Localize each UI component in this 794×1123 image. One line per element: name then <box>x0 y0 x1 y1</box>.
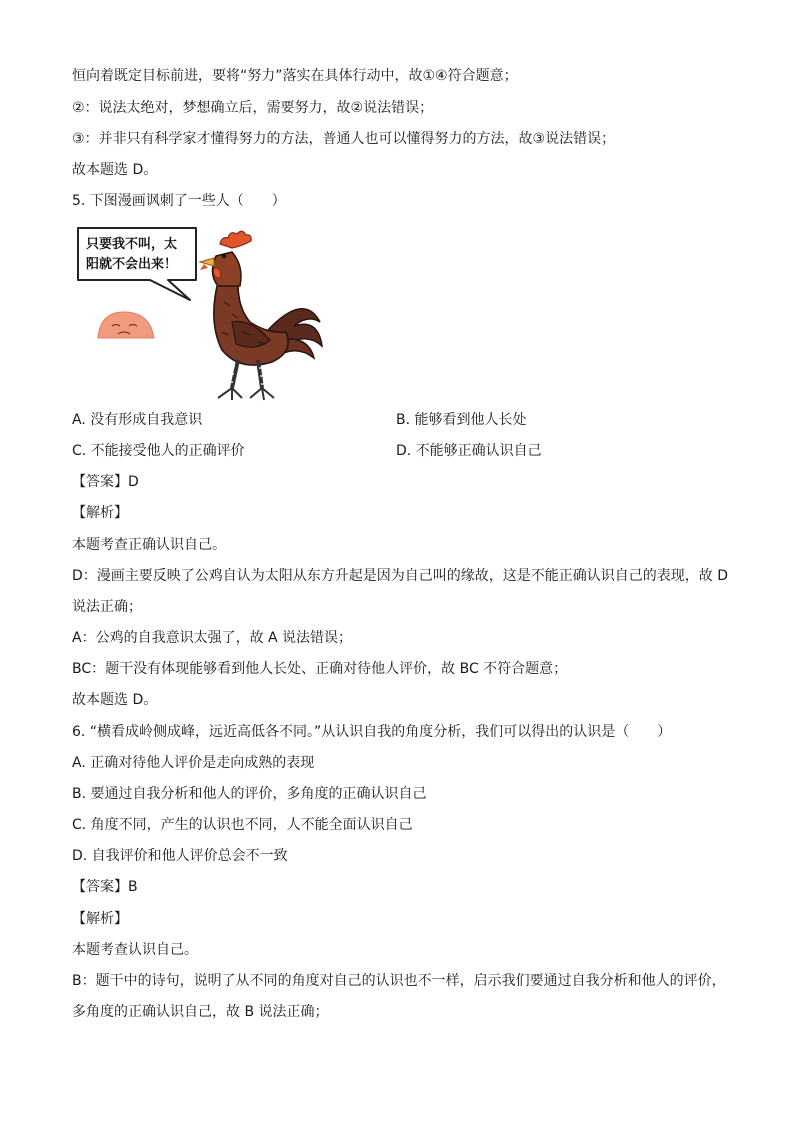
q6-option-d: D. 自我评价和他人评价总会不一致 <box>72 848 288 864</box>
q5-analysis-line-4: A：公鸡的自我意识太强了，故 A 说法错误； <box>72 630 353 646</box>
rooster-cartoon <box>72 222 332 404</box>
q5-analysis-line-6: 故本题选 D。 <box>72 692 158 708</box>
prev-analysis-line-2: ②：说法太绝对，梦想确立后，需要努力，故②说法错误； <box>72 100 434 116</box>
q5-analysis-line-5: BC：题干没有体现能够看到他人长处、正确对待他人评价，故 BC 不符合题意； <box>72 661 568 677</box>
q6-option-b: B. 要通过自我分析和他人的评价，多角度的正确认识自己 <box>72 786 427 802</box>
q6-analysis-line-2: B：题干中的诗句，说明了从不同的角度对自己的认识也不一样，启示我们要通过自我分析和他人的评价， <box>72 973 726 989</box>
q5-analysis-label: 【解析】 <box>72 505 128 521</box>
q6-analysis-line-1: 本题考查认识自己。 <box>72 942 198 958</box>
rooster-icon <box>200 231 322 400</box>
q5-option-b: B. 能够看到他人长处 <box>396 412 527 428</box>
q5-stem: 5. 下图漫画讽刺了一些人（ ） <box>72 193 286 209</box>
prev-analysis-line-1: 恒向着既定目标前进，要将“努力”落实在具体行动中，故①④符合题意； <box>72 68 518 84</box>
prev-analysis-conclusion: 故本题选 D。 <box>72 162 158 178</box>
speech-text-line-1: 只要我不叫，太 <box>86 237 178 252</box>
q5-analysis-line-1: 本题考查正确认识自己。 <box>72 537 226 553</box>
rooster-cartoon-image <box>72 222 332 404</box>
sun-face-icon <box>98 312 154 338</box>
q6-stem: 6. “横看成岭侧成峰，远近高低各不同。”从认识自我的角度分析，我们可以得出的认识是（ ） <box>72 724 672 740</box>
q5-option-c: C. 不能接受他人的正确评价 <box>72 443 245 459</box>
q6-analysis-line-3: 多角度的正确认识自己，故 B 说法正确； <box>72 1004 329 1020</box>
q6-option-a: A. 正确对待他人评价是走向成熟的表现 <box>72 755 315 771</box>
q5-analysis-line-2: D：漫画主要反映了公鸡自认为太阳从东方升起是因为自己叫的缘故，这是不能正确认识自己的表现，故 D <box>72 568 729 584</box>
q6-analysis-label: 【解析】 <box>72 911 128 927</box>
q6-answer: 【答案】B <box>72 879 138 895</box>
q5-option-a: A. 没有形成自我意识 <box>72 412 203 428</box>
prev-analysis-line-3: ③：并非只有科学家才懂得努力的方法，普通人也可以懂得努力的方法，故③说法错误； <box>72 131 616 147</box>
q5-option-d: D. 不能够正确认识自己 <box>396 443 542 459</box>
q6-option-c: C. 角度不同，产生的认识也不同，人不能全面认识自己 <box>72 817 413 833</box>
q5-analysis-line-3: 说法正确； <box>72 599 142 615</box>
speech-text-line-2: 阳就不会出来！ <box>86 257 178 272</box>
q5-answer: 【答案】D <box>72 474 139 490</box>
